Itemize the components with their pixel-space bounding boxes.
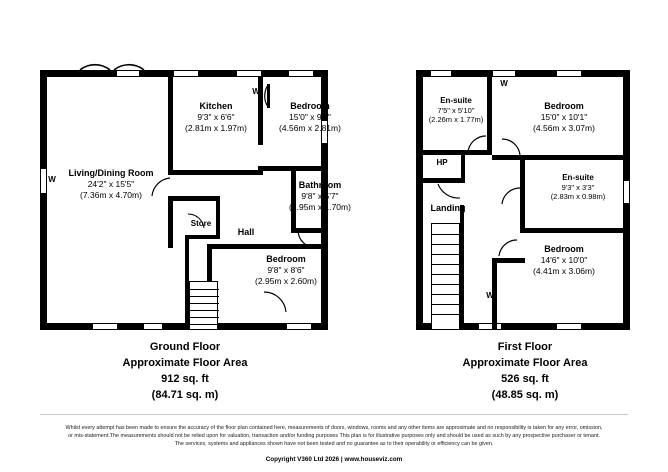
ff-window-top-1 xyxy=(430,70,452,77)
ff-wall-ensuite2-bottom xyxy=(520,228,630,233)
gf-wall-left xyxy=(40,70,47,330)
gf-door-lower-bedroom xyxy=(262,290,288,314)
ff-window-top-2 xyxy=(492,70,516,77)
ff-room-ensuite-top: En-suite 7'5" x 5'10" (2.26m x 1.77m) xyxy=(428,96,484,125)
gf-front-arc-left xyxy=(78,46,112,72)
ff-staircase xyxy=(431,223,460,330)
gf-wall-bottom xyxy=(40,323,328,330)
ff-door-ensuite-top xyxy=(466,134,488,154)
ff-door-bedroom-top xyxy=(500,137,522,157)
ff-wall-hp-right xyxy=(461,155,465,183)
gf-room-hall: Hall xyxy=(237,227,255,237)
ff-window-label-top: W xyxy=(500,79,508,88)
ff-door-ensuite2 xyxy=(500,186,522,206)
ground-floor-caption: Ground Floor Approximate Floor Area 912 sq. ft (84.71 sq. m) xyxy=(122,341,248,401)
gf-wall-store-bottom xyxy=(185,235,220,239)
ff-wall-left xyxy=(416,70,423,330)
gf-window-label-w: W xyxy=(48,175,56,184)
ff-door-hp xyxy=(436,182,462,200)
gf-room-bathroom: Bathroom 9'8" x 5'7" (2.95m x 1.70m) xyxy=(289,180,351,212)
ff-room-ensuite-right: En-suite 9'3" x 3'3" (2.83m x 0.98m) xyxy=(550,173,606,202)
footer-divider xyxy=(40,414,628,415)
ff-window-top-3 xyxy=(556,70,582,77)
gf-room-bedroom-lower: Bedroom 9'8" x 8'6" (2.95m x 2.60m) xyxy=(255,254,317,286)
ff-window-bottom-2 xyxy=(556,323,582,330)
ff-room-landing: Landing xyxy=(430,203,466,213)
ff-window-label-bottom: W xyxy=(486,291,494,300)
gf-room-living-dining: Living/Dining Room 24'2" x 15'5" (7.36m x 4.70m) xyxy=(68,168,154,200)
ff-room-hp: HP xyxy=(436,158,448,167)
gf-window-bottom-1 xyxy=(92,323,118,330)
gf-window-bottom-3 xyxy=(286,323,312,330)
gf-window-label-w-top: W xyxy=(252,87,260,96)
ff-room-bedroom-top: Bedroom 15'0" x 10'1" (4.56m x 3.07m) xyxy=(533,101,595,133)
gf-room-store: Store xyxy=(190,219,212,228)
ff-room-bedroom-lower: Bedroom 14'6" x 10'0" (4.41m x 3.06m) xyxy=(533,244,595,276)
copyright-text[interactable]: Copyright V360 Ltd 2026 | www.houseviz.com xyxy=(265,456,403,463)
gf-room-bedroom-top: Bedroom 15'0" x 9'3" (4.56m x 2.81m) xyxy=(279,101,341,133)
ff-window-bottom-1 xyxy=(478,323,502,330)
gf-wall-kitchen-bottom xyxy=(168,170,263,175)
disclaimer-text: Whilst every attempt has been made to ensure the accuracy of the floor plan contained here, measurements of doors, windows, rooms and any other items are approximate and no responsibility is taken for any error, omission, or mis-statement.The measurements should not be relied upon for valuation, transaction and/or funding purposes This plan is for illustrative purposes only and should be used as such by any prospective purchaser or tenant. The services, systems and appliances shown have not been tested and no guarantee as to their operability or efficiency can be given. xyxy=(65,425,603,448)
gf-wall-hall-left xyxy=(168,196,173,248)
ff-wall-landing-right xyxy=(460,205,464,330)
gf-front-arc-right xyxy=(112,46,146,72)
gf-room-kitchen: Kitchen 9'3" x 6'6" (2.81m x 1.97m) xyxy=(185,101,247,133)
gf-door-bathroom xyxy=(296,228,320,250)
gf-window-top-2 xyxy=(173,70,199,77)
gf-staircase xyxy=(189,281,218,330)
gf-door-bedroom-top xyxy=(272,150,298,172)
first-floor-caption: First Floor Approximate Floor Area 526 sq. ft (48.85 sq. m) xyxy=(462,341,588,401)
gf-window-top-3 xyxy=(236,70,262,77)
gf-window-top-4 xyxy=(288,70,314,77)
gf-window-bottom-2 xyxy=(143,323,163,330)
gf-wall-hall-top xyxy=(168,196,220,201)
